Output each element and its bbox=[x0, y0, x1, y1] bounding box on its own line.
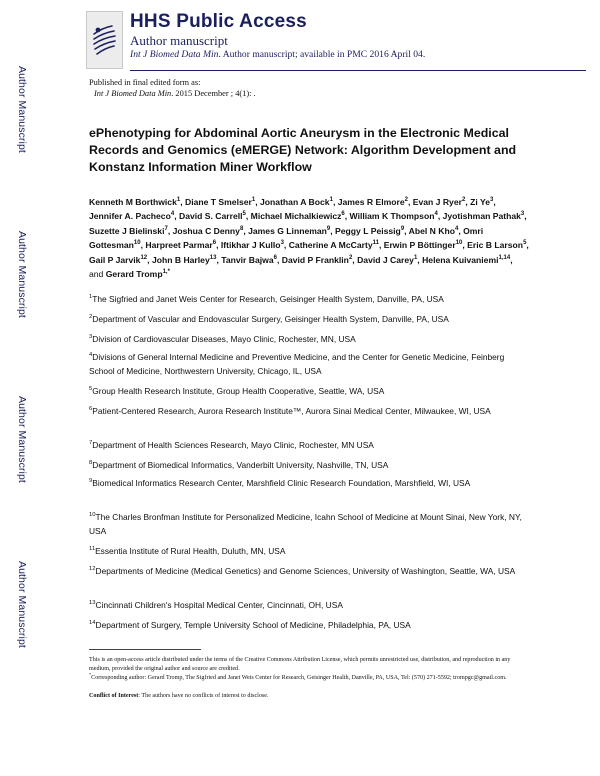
affiliation-text: Group Health Research Institute, Group Health Cooperative, Seattle, WA, USA bbox=[92, 386, 385, 396]
affiliation bbox=[89, 333, 529, 347]
affiliation bbox=[89, 351, 529, 378]
affiliation bbox=[89, 599, 529, 613]
author-list: Kenneth M Borthwick$^1$, Diane T Smelser$^1$, Jonathan A Bock$^1$, James R Elmore$^2$, Evan J Ryer$^2$, Zi Ye$^3$, Jennifer A. Pacheco$^4$, David S. Carrell$^5$, Michael Michalkiewicz$^6$, William K Thompson$^4$, Jyotishman Pathak$^3$, Suzette J Bielinski$^7$, Joshua C Denny$^8$, James G Linneman$^9$, Peggy L Peissig$^9$, Abel N Kho$^4$, Omri Gottesman$^{10}$, Harpreet Parmar$^6$, Iftikhar J Kullo$^3$, Catherine A McCarty$^{11}$, Erwin P Böttinger$^{10}$, Eric B Larson$^5$, Gail P Jarvik$^{12}$, John B Harley$^{13}$, Tanvir Bajwa$^6$, David P Franklin$^2$, David J Carey$^1$, Helena Kuivaniemi$^{1,14}$, and Gerard Tromp$^{1,*}$ bbox=[89, 197, 529, 280]
affiliation-number: 11 bbox=[89, 546, 96, 553]
author-affiliation-mark: 6 bbox=[212, 240, 217, 247]
affiliation bbox=[89, 313, 529, 327]
affiliation-number: 10 bbox=[89, 512, 96, 519]
affiliation-number: 3 bbox=[89, 334, 93, 341]
repository-title: HHS Public Access bbox=[130, 11, 307, 32]
author-affiliation-mark: 13 bbox=[209, 254, 217, 261]
manuscript-type: Author manuscript bbox=[130, 33, 228, 48]
affiliation-number: 6 bbox=[89, 406, 93, 413]
author-affiliation-mark: 3 bbox=[520, 211, 525, 218]
author-affiliation-mark: 10 bbox=[455, 240, 463, 247]
author-affiliation-mark: 4 bbox=[434, 211, 438, 218]
side-label: Author Manuscript bbox=[16, 66, 28, 153]
conflict-label: Conflict of Interest bbox=[89, 693, 139, 699]
author-name: Jyotishman Pathak bbox=[442, 211, 521, 222]
affiliation-text: Biomedical Informatics Research Center, Marshfield Clinic Research Foundation, Marshfield, WI, USA bbox=[92, 478, 471, 488]
affiliation-number: 13 bbox=[89, 600, 96, 607]
author-name: Gerard Tromp bbox=[105, 269, 163, 280]
author-affiliation-mark: 3 bbox=[490, 197, 494, 204]
author-affiliation-mark: 4 bbox=[170, 211, 175, 218]
author-name: Michael Michalkiewicz bbox=[250, 211, 342, 222]
conflict-note bbox=[89, 692, 529, 701]
author-name: Catherine A McCarty bbox=[288, 240, 373, 251]
author-affiliation-mark: 8 bbox=[239, 225, 244, 232]
author-name: Diane T Smelser bbox=[185, 197, 252, 207]
affiliation bbox=[89, 293, 529, 307]
author-affiliation-mark: 9 bbox=[326, 225, 331, 232]
publication-info bbox=[89, 77, 256, 99]
author-name: Gail P Jarvik bbox=[89, 254, 141, 265]
header-journal: Int J Biomed Data Min bbox=[130, 49, 219, 60]
author-affiliation-mark: 1 bbox=[251, 197, 256, 204]
author-name: Suzette J Bielinski bbox=[89, 225, 165, 236]
author-name: Erwin P Böttinger bbox=[383, 240, 456, 251]
author-name: Joshua C Denny bbox=[172, 225, 240, 236]
footnote-divider bbox=[89, 649, 201, 650]
hhs-header bbox=[86, 11, 586, 73]
affiliation bbox=[89, 477, 529, 491]
author-conjunction: and bbox=[89, 269, 104, 280]
author-affiliation-mark: 5 bbox=[242, 211, 246, 218]
affiliation-text: Divisions of General Internal Medicine and Preventive Medicine, and the Center for Genetic Medicine, Feinberg School of Medicine, Northwestern University, Chicago, IL, USA bbox=[89, 352, 505, 376]
author-affiliation-mark: 2 bbox=[348, 254, 353, 261]
affiliation-text: Department of Biomedical Informatics, Vanderbilt University, Nashville, TN, USA bbox=[92, 460, 389, 470]
corresponding-mark: * bbox=[89, 671, 92, 677]
affiliation bbox=[89, 385, 529, 399]
affiliation-text: The Sigfried and Janet Weis Center for Research, Geisinger Health System, Danville, PA, USA bbox=[92, 294, 444, 304]
author-affiliation-mark: 12 bbox=[140, 254, 148, 261]
affiliation-number: 1 bbox=[89, 294, 93, 301]
affiliation-number: 5 bbox=[89, 386, 93, 393]
side-label: Author Manuscript bbox=[16, 561, 28, 648]
author-name: William K Thompson bbox=[349, 211, 435, 222]
affiliation-number: 14 bbox=[89, 620, 96, 627]
article-title: ePhenotyping for Abdominal Aortic Aneurysm in the Electronic Medical Records and Genomics (eMERGE) Network: Algorithm Development and Konstanz Information Miner Workflow bbox=[89, 126, 517, 174]
author-affiliation-mark: 1 bbox=[413, 254, 418, 261]
affiliation bbox=[89, 405, 529, 419]
affiliation-text: Essentia Institute of Rural Health, Duluth, MN, USA bbox=[95, 546, 286, 556]
affiliation-text: Department of Health Sciences Research, Mayo Clinic, Rochester, MN USA bbox=[92, 440, 374, 450]
author-name: Peggy L Peissig bbox=[335, 225, 401, 236]
affiliation-text: Division of Cardiovascular Diseases, Mayo Clinic, Rochester, MN, USA bbox=[92, 334, 356, 344]
author-name: John B Harley bbox=[151, 254, 210, 265]
license-note: This is an open-access article distributed under the terms of the Creative Commons Attribution License, which permits unrestricted use, distribution, and reproduction in any medium, provided the original author and source are credited. bbox=[89, 657, 511, 672]
author-affiliation-mark: 5 bbox=[523, 240, 527, 247]
author-affiliation-mark: 11 bbox=[372, 240, 379, 247]
affiliation bbox=[89, 619, 529, 633]
side-label: Author Manuscript bbox=[16, 396, 28, 483]
corresponding-text: Corresponding author: Gerard Tromp, The Sigfried and Janet Weis Center for Research, Geisinger Health, Danville, PA, USA, Tel: (570) 271-5592; trompgc@gmail.com. bbox=[91, 675, 507, 681]
affiliation-number: 4 bbox=[89, 352, 93, 359]
published-in-label: Published in final edited form as: bbox=[89, 78, 201, 87]
author-affiliation-mark: 1 bbox=[329, 197, 333, 204]
author-name: Evan J Ryer bbox=[412, 197, 462, 207]
publication-journal: Int J Biomed Data Min bbox=[94, 89, 172, 98]
affiliation bbox=[89, 511, 529, 538]
affiliation-number: 8 bbox=[89, 460, 93, 467]
author-affiliation-mark: 4 bbox=[454, 225, 459, 232]
affiliation-number: 12 bbox=[89, 566, 96, 573]
author-affiliation-mark: 3 bbox=[280, 240, 284, 247]
affiliation bbox=[89, 439, 529, 453]
author-affiliation-mark: 10 bbox=[133, 240, 141, 247]
hhs-eagle-logo-icon bbox=[86, 11, 123, 69]
affiliation-number: 7 bbox=[89, 440, 93, 447]
publication-details: . 2015 December ; 4(1): . bbox=[171, 89, 256, 98]
author-affiliation-mark: 2 bbox=[404, 197, 408, 204]
header-divider bbox=[130, 70, 586, 71]
affiliation-text: Departments of Medicine (Medical Genetics) and Genome Sciences, University of Washington, Seattle, WA, USA bbox=[95, 566, 516, 576]
author-name: David J Carey bbox=[357, 254, 414, 265]
author-name: David P Franklin bbox=[281, 254, 349, 265]
author-name: James R Elmore bbox=[337, 197, 405, 207]
header-availability: . Author manuscript; available in PMC 2016 April 04. bbox=[218, 49, 426, 60]
affiliation-text: Patient-Centered Research, Aurora Research Institute™, Aurora Sinai Medical Center, Milwaukee, WI, USA bbox=[92, 406, 491, 416]
author-affiliation-mark: 1,* bbox=[162, 269, 170, 276]
author-name: David S. Carrell bbox=[178, 211, 243, 222]
author-name: Tanvir Bajwa bbox=[221, 254, 274, 265]
author-name: Helena Kuivaniemi bbox=[422, 254, 499, 265]
affiliation-text: Department of Vascular and Endovascular Surgery, Geisinger Health System, Danville, PA, USA bbox=[92, 314, 449, 324]
author-name: Zi Ye bbox=[470, 197, 490, 207]
author-name: Harpreet Parmar bbox=[145, 240, 213, 251]
affiliation-text: Cincinnati Children's Hospital Medical Center, Cincinnati, OH, USA bbox=[95, 600, 343, 610]
author-affiliation-mark: 7 bbox=[164, 225, 168, 232]
publication-citation bbox=[89, 88, 256, 99]
author-affiliation-mark: 6 bbox=[341, 211, 345, 218]
author-affiliation-mark: 1,14 bbox=[498, 254, 511, 261]
author-name: Jennifer A. Pacheco bbox=[89, 211, 171, 222]
author-affiliation-mark: 6 bbox=[273, 254, 277, 261]
author-name: Kenneth M Borthwick bbox=[89, 197, 177, 207]
author-name: Eric B Larson bbox=[467, 240, 524, 251]
author-affiliation-mark: 2 bbox=[461, 197, 466, 204]
header-citation bbox=[130, 48, 586, 61]
corresponding-author-note bbox=[89, 671, 529, 683]
affiliation bbox=[89, 565, 529, 579]
affiliation bbox=[89, 545, 529, 559]
author-name: Omri Gottesman bbox=[89, 225, 484, 251]
author-name: James G Linneman bbox=[248, 225, 327, 236]
affiliation-number: 9 bbox=[89, 478, 93, 485]
author-name: Iftikhar J Kullo bbox=[220, 240, 281, 251]
affiliation-text: The Charles Bronfman Institute for Personalized Medicine, Icahn School of Medicine at Mount Sinai, New York, NY, USA bbox=[89, 512, 522, 536]
affiliation bbox=[89, 459, 529, 473]
affiliation-number: 2 bbox=[89, 314, 93, 321]
side-label: Author Manuscript bbox=[16, 231, 28, 318]
affiliation-text: Department of Surgery, Temple University School of Medicine, Philadelphia, PA, USA bbox=[95, 620, 411, 630]
author-affiliation-mark: 1 bbox=[176, 197, 181, 204]
author-name: Jonathan A Bock bbox=[260, 197, 330, 207]
author-name: Abel N Kho bbox=[408, 225, 455, 236]
author-affiliation-mark: 9 bbox=[400, 225, 405, 232]
conflict-text: : The authors have no conflicts of interest to disclose. bbox=[138, 693, 269, 699]
